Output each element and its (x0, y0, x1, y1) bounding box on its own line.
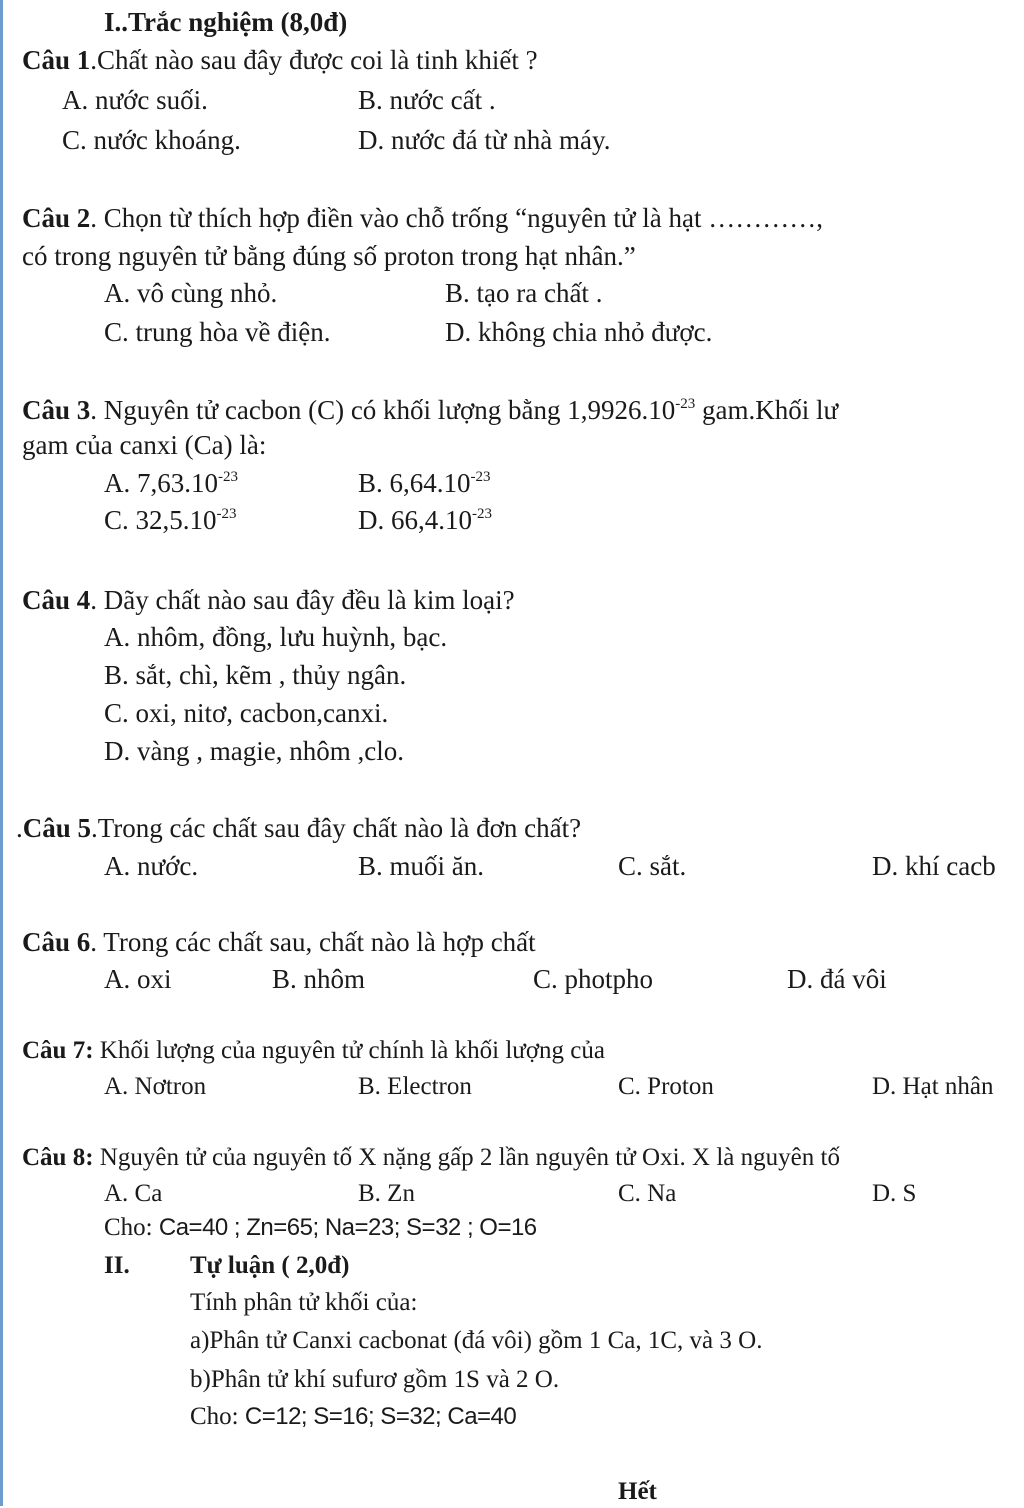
q5-option-a: A. nước. (104, 851, 199, 881)
part2-item-b: b)Phân tử khí sufurơ gồm 1S và 2 O. (190, 1366, 560, 1393)
q2-option-b: B. tạo ra chất . (445, 278, 603, 308)
q4-option-d: D. vàng , magie, nhôm ,clo. (104, 736, 404, 766)
q5-option-c: C. sắt. (618, 851, 687, 881)
question-2: Câu 2. Chọn từ thích hợp điền vào chỗ trống “nguyên tử là hạt …………, (22, 203, 823, 233)
question-8: Câu 8: Nguyên tử của nguyên tố X nặng gấp 2 lần nguyên tử Oxi. X là nguyên tố (22, 1144, 840, 1171)
q2-option-c: C. trung hòa về điện. (104, 317, 331, 347)
q3-option-a: A. $7,63.10^{-23}$ (104, 468, 238, 498)
q6-option-d: D. đá vôi (787, 964, 887, 994)
q8-option-d: D. S (872, 1180, 917, 1207)
question-2-cont: có trong nguyên tử bằng đúng số proton trong hạt nhân.” (22, 241, 636, 271)
q7-option-b: B. Electron (358, 1073, 472, 1100)
question-6: Câu 6. Trong các chất sau, chất nào là hợp chất (22, 927, 536, 957)
q8-option-c: C. Na (618, 1180, 677, 1207)
q3-option-d: D. $66,4.10^{-23}$ (358, 505, 492, 535)
q8-given-values: Cho: Ca=40 ; Zn=65; Na=23; S=32 ; O=16 (104, 1214, 537, 1241)
q8-option-b: B. Zn (358, 1180, 415, 1207)
q5-option-b: B. muối ăn. (358, 851, 484, 881)
q4-option-b: B. sắt, chì, kẽm , thủy ngân. (104, 660, 407, 690)
q7-option-d: D. Hạt nhân (872, 1073, 994, 1100)
q1-option-c: C. nước khoáng. (62, 125, 241, 155)
q1-option-d: D. nước đá từ nhà máy. (358, 125, 611, 155)
part2-given-values: Cho: C=12; S=16; S=32; Ca=40 (190, 1403, 517, 1430)
question-5: .Câu 5.Trong các chất sau đây chất nào là đơn chất? (16, 813, 582, 843)
q3-option-c: C. $32,5.10^{-23}$ (104, 505, 237, 535)
q5-option-d: D. khí cacb (872, 851, 996, 881)
q1-option-a: A. nước suối. (62, 85, 208, 115)
q3-option-b: B. $6,64.10^{-23}$ (358, 468, 491, 498)
q8-option-a: A. Ca (104, 1180, 163, 1207)
question-3: Câu 3. Nguyên tử cacbon (C) có khối lượng bằng $1,9926.10^{-23}$ gam.Khối lư (22, 395, 839, 425)
q1-option-b: B. nước cất . (358, 85, 496, 115)
left-border (0, 0, 3, 1506)
part1-title: I..Trắc nghiệm (8,0đ) (104, 7, 348, 37)
end-marker: Hết (618, 1478, 657, 1505)
q7-option-a: A. Nơtron (104, 1073, 207, 1100)
q4-option-c: C. oxi, nitơ, cacbon,canxi. (104, 698, 389, 728)
q6-option-b: B. nhôm (272, 964, 366, 994)
part2-title: Tự luận ( 2,0đ) (190, 1252, 350, 1279)
q4-option-a: A. nhôm, đồng, lưu huỳnh, bạc. (104, 622, 448, 652)
question-3-cont: gam của canxi (Ca) là: (22, 430, 267, 460)
q7-option-c: C. Proton (618, 1073, 714, 1100)
q2-option-d: D. không chia nhỏ được. (445, 317, 713, 347)
question-7: Câu 7: Khối lượng của nguyên tử chính là khối lượng của (22, 1037, 605, 1064)
part2-item-a: a)Phân tử Canxi cacbonat (đá vôi) gồm 1 Ca, 1C, và 3 O. (190, 1327, 763, 1354)
q6-option-a: A. oxi (104, 964, 172, 994)
q2-option-a: A. vô cùng nhỏ. (104, 278, 278, 308)
part2-number: II. (104, 1252, 130, 1279)
part2-intro: Tính phân tử khối của: (190, 1289, 418, 1316)
question-1: Câu 1.Chất nào sau đây được coi là tinh khiết ? (22, 45, 538, 75)
q6-option-c: C. photpho (533, 964, 654, 994)
question-4: Câu 4. Dãy chất nào sau đây đều là kim loại? (22, 585, 515, 615)
